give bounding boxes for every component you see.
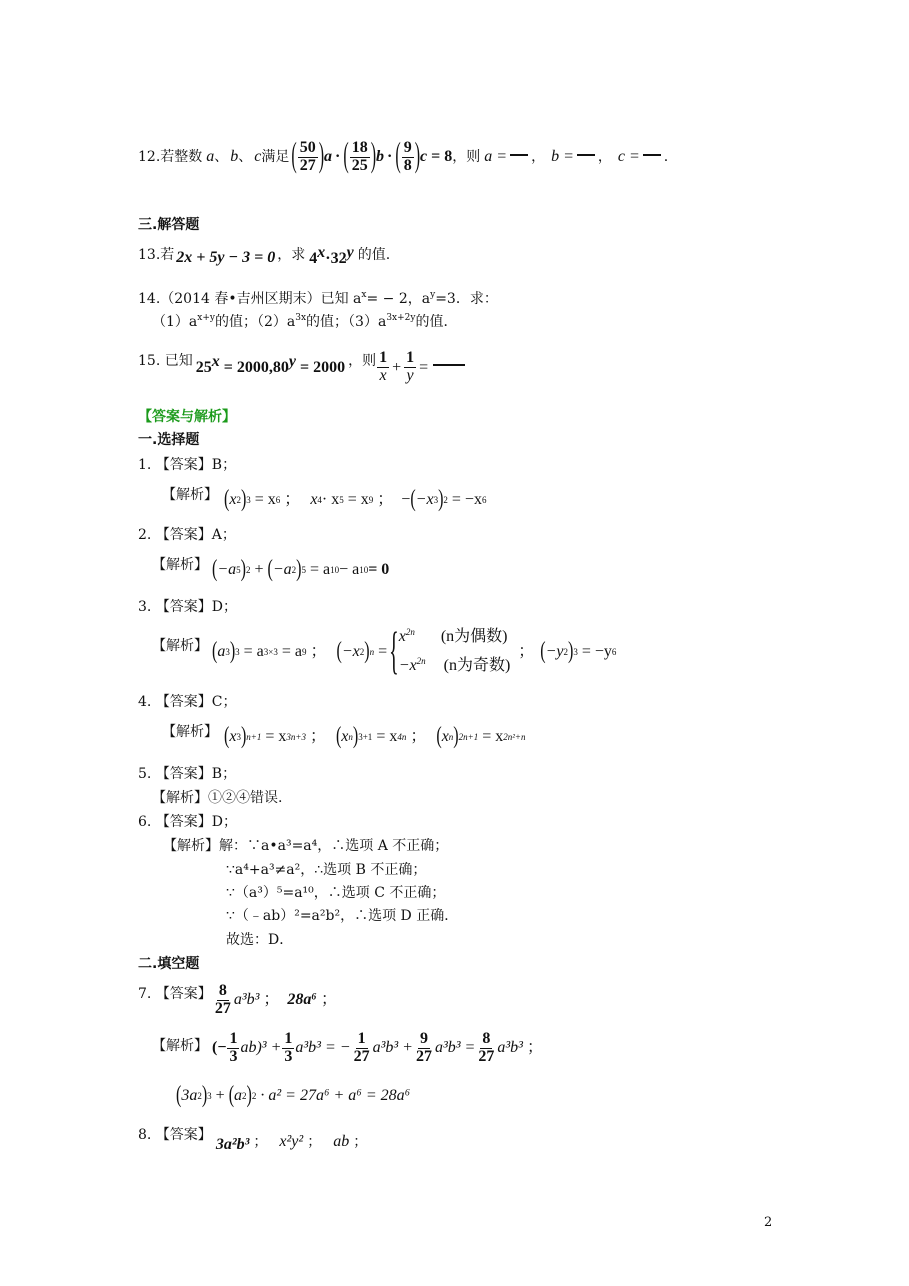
q13-suffix: 的值. [357,247,391,263]
q12-blank-c [643,154,661,156]
q12-sep: 、 [214,149,229,165]
q15-target: $\frac{1}{x}$ + $\frac{1}{y}$ = [376,350,468,385]
answer-6-line-4: ∵（﹣ab）²=a²b²，∴选项 D 正确． [226,908,459,924]
answer-8: 8. 【答案】 3a²b³ ； x²y² ； ab ； [138,1127,368,1153]
question-12: 12.若整数 a 、 b 、 c 满足 ( $\frac{50}{27}$ ) a · ( $\frac{18}{25}$ ) b · ( $\frac{9}{8}$ ) c = 8 ，则 a = ， b = ， c = . [138,137,669,175]
q12-equation: ( $\frac{50}{27}$ ) a · ( $\frac{18}{25}$ ) b · ( $\frac{9}{8}$ ) c = 8 [291,137,453,175]
answer-4: 4. 【答案】C； [138,694,237,710]
q12-f3-num: 9 [403,138,412,156]
q12-var-c: c [254,148,262,165]
q12-prefix: 12.若整数 [138,149,203,165]
q13-expression: $4^x\cdot 32^y$ [309,244,354,267]
answer-4-explanation: 【解析】 ( x 3 ) n+1 = x 3n+3 ； ( x n ) 3+1 = x 4n ； ( x n ) 2n+1 = x 2n²+n [162,723,526,749]
answer-7-explanation-row-2: ( 3a 2 ) 3 + ( a 2 ) 2 · a² = 27a⁶ + a⁶ = 28a⁶ [176,1082,411,1108]
q12-f2-num: 18 [351,138,368,156]
q12-satisfy: 满足 [261,149,290,165]
q12-ans-c: c = [617,148,640,165]
question-15: 15. 已知 $25^x = 2000,80^y = 2000$ ，则 $\frac{1}{x}$ + $\frac{1}{y}$ = [138,345,468,390]
q12-ans-a: a = [484,148,508,165]
q12-blank-a [510,154,528,156]
q12-var-a: a [206,148,215,165]
section-2-title: 二.填空题 [138,956,200,972]
question-13 [138,240,390,270]
q15-condition: $25^x = 2000,80^y = 2000$ [195,352,346,376]
answer-6-line-1: 【解析】解：∵a•a³=a⁴，∴选项 A 不正确； [163,838,449,854]
q12-then: ，则 [452,149,481,165]
answer-6-line-5: 故选：D． [226,932,294,948]
answer-7: 7. 【答案】 $\frac{8}{27}$ a³b³ ； 28a⁶ ； [138,981,337,1017]
section-3-title: 三.解答题 [138,217,200,233]
question-14-parts: $(1)a^{x+y}$的值；$(2)a^{3x}$的值；$(3)a^{3x+2y}$的值． [152,313,458,330]
q12-f2-den: 25 [351,156,368,174]
answer-3: 3. 【答案】D； [138,599,238,615]
page-number: 2 [764,1215,773,1230]
q12-blank-b [577,154,595,156]
answer-5-explanation: 【解析】①②④错误. [152,790,283,806]
q12-ans-b: b = [551,148,574,165]
answer-1: 1. 【答案】B； [138,457,237,473]
q12-sep: 、 [238,149,253,165]
answer-5: 5. 【答案】B； [138,766,237,782]
answer-1-explanation: 【解析】 ( x 2 ) 3 = x 6 ； x 4 · x 5 = x 9 ； − ( −x 3 ) 2 = −x 6 [162,486,487,512]
q12-f3-den: 8 [403,156,412,174]
q15-blank [433,364,465,366]
question-14: 14.（2014 春•吉州区期末）已知 $a^x= - 2$，$a^y=3$．求： [138,290,498,307]
answer-6-line-2: ∵a⁴+a³≠a²，∴选项 B 不正确； [226,862,427,878]
q13-equation: 2x + 5y − 3 = 0 [176,249,276,266]
answer-2-explanation: 【解析】 ( −a 5 ) 2 + ( −a 2 ) 5 = a 10 − a 10 = 0 [152,556,390,582]
answer-6: 6. 【答案】D； [138,814,238,830]
answer-7-explanation: 【解析】 (− $\frac{1}{3}$ ab)³ + $\frac{1}{3}$ a³b³ = − $\frac{1}{27}$ a³b³ + $\frac{9}{27}$ a³b³ = $\frac{8}{27}$ a³b³ ； [152,1029,543,1065]
answer-2: 2. 【答案】A； [138,527,236,543]
section-1-title: 一.选择题 [138,432,200,448]
answer-3-cases: $x^{2n}$ (n为偶数) $-x^{2n}$ (n为奇数) [398,627,511,674]
q12-var-b: b [230,148,239,165]
q12-f1-den: 27 [299,156,316,174]
answer-6-line-3: ∵（a³）⁵=a¹⁰，∴选项 C 不正确； [226,885,446,901]
answers-title: 【答案与解析】 [138,409,236,425]
q13-mid: ，求 [277,247,306,263]
answer-3-explanation: 【解析】 ( a 3 ) 3 = a 3×3 = a 9 ； ( −x 2 ) n = { $x^{2n}$ (n为偶数) $-x^{2n}$ (n为奇数) ； ( −y 2 ) 3 = −y 6 [152,623,617,681]
q12-f1-num: 50 [299,138,316,156]
q13-prefix: 13.若 [138,247,175,263]
q12-rhs: = 8 [431,148,453,165]
